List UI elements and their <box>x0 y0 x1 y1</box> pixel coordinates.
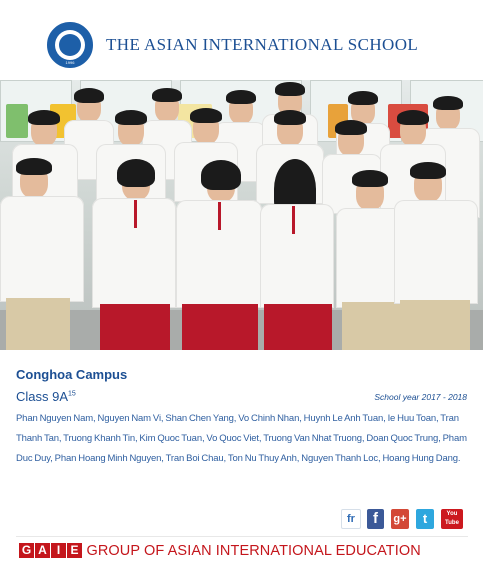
seal-year: 1996 <box>65 60 75 65</box>
gaie-letter-g: G <box>19 543 34 558</box>
class-photo <box>0 80 483 350</box>
student-names: Phan Nguyen Nam, Nguyen Nam Vi, Shan Chen Yang, Vo Chinh Nhan, Huynh Le Anh Tuan, Ie Huu Toan, Tran Thanh Tan, Truong Khanh Tin, Kim Quoc Tuan, Vo Quoc Viet, Truong Van Nhat Truong, Doan Quoc Trung, Pham Duc Duy, Phan Hoang Minh Nguyen, Tran Boi Chau, Ton Nu Thuy Anh, Nguyen Thanh Loc, Hoang Hung Dang. <box>16 413 467 464</box>
class-superscript: 15 <box>68 390 76 398</box>
gaie-letter-a: A <box>35 543 50 558</box>
campus-title: Conghoa Campus <box>16 367 128 382</box>
header <box>0 0 483 80</box>
class-name: Class 9A <box>16 389 69 404</box>
google-plus-icon[interactable]: g+ <box>391 509 409 529</box>
school-name: THE ASIAN INTERNATIONAL SCHOOL <box>106 35 419 54</box>
footer-divider <box>16 536 468 537</box>
school-year: School year 2017 - 2018 <box>374 392 467 402</box>
youtube-icon[interactable]: You Tube <box>441 509 463 529</box>
facebook-icon[interactable]: f <box>367 509 384 529</box>
gaie-letter-i: I <box>51 543 66 558</box>
footer-brand <box>19 542 421 562</box>
school-seal-logo <box>47 22 93 68</box>
gaie-letter-e: E <box>67 543 82 558</box>
footer-group-name: GROUP OF ASIAN INTERNATIONAL EDUCATION <box>86 542 421 559</box>
class-label <box>16 389 76 404</box>
twitter-icon[interactable]: t <box>416 509 434 529</box>
globe-icon <box>59 34 81 56</box>
fr-icon[interactable]: fr <box>341 509 361 529</box>
